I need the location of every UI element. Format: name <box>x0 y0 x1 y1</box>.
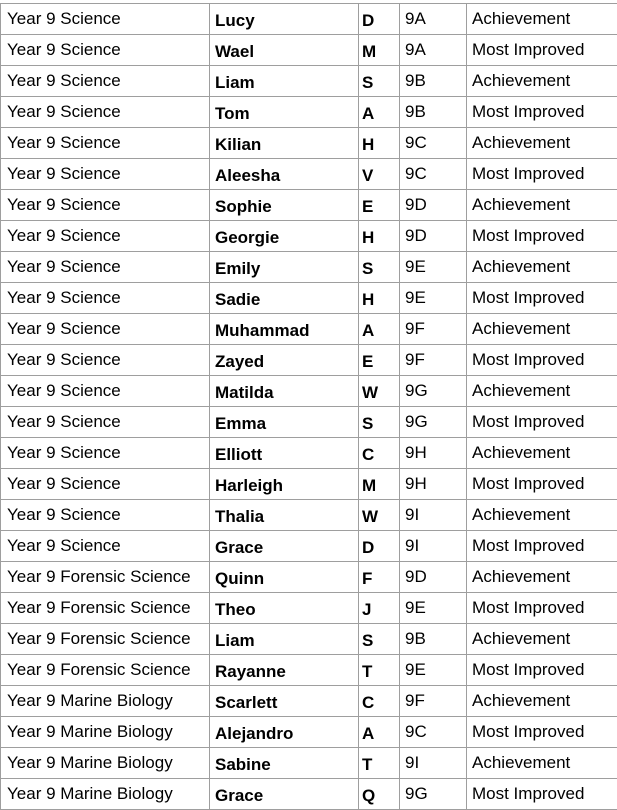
first-name-cell[interactable]: Quinn <box>210 562 359 593</box>
table-row <box>1 407 617 438</box>
award-cell[interactable]: Most Improved <box>467 221 617 252</box>
table-row <box>1 624 617 655</box>
award-cell[interactable]: Most Improved <box>467 469 617 500</box>
surname-initial-cell[interactable]: T <box>359 655 400 686</box>
first-name-cell[interactable]: Grace <box>210 531 359 562</box>
first-name-cell[interactable]: Zayed <box>210 345 359 376</box>
class-cell[interactable]: 9I <box>400 500 467 531</box>
first-name-cell[interactable]: Sophie <box>210 190 359 221</box>
award-spreadsheet <box>0 3 617 810</box>
award-cell[interactable]: Achievement <box>467 624 617 655</box>
surname-initial-cell[interactable]: T <box>359 748 400 779</box>
class-cell[interactable]: 9B <box>400 97 467 128</box>
surname-initial-cell[interactable]: D <box>359 4 400 35</box>
first-name-cell[interactable]: Elliott <box>210 438 359 469</box>
course-cell[interactable]: Year 9 Science <box>1 4 210 35</box>
first-name-cell[interactable]: Liam <box>210 624 359 655</box>
table-row <box>1 438 617 469</box>
first-name-cell[interactable]: Rayanne <box>210 655 359 686</box>
course-cell[interactable]: Year 9 Science <box>1 376 210 407</box>
surname-initial-cell[interactable]: E <box>359 345 400 376</box>
course-cell[interactable]: Year 9 Marine Biology <box>1 717 210 748</box>
award-cell[interactable]: Most Improved <box>467 779 617 810</box>
course-cell[interactable]: Year 9 Science <box>1 407 210 438</box>
award-cell[interactable]: Achievement <box>467 252 617 283</box>
surname-initial-cell[interactable]: E <box>359 190 400 221</box>
first-name-cell[interactable]: Sabine <box>210 748 359 779</box>
table-row <box>1 314 617 345</box>
surname-initial-cell[interactable]: C <box>359 438 400 469</box>
course-cell[interactable]: Year 9 Science <box>1 97 210 128</box>
class-cell[interactable]: 9H <box>400 469 467 500</box>
first-name-cell[interactable]: Georgie <box>210 221 359 252</box>
table-row <box>1 4 617 35</box>
surname-initial-cell[interactable]: S <box>359 407 400 438</box>
award-cell[interactable]: Most Improved <box>467 35 617 66</box>
table-row <box>1 469 617 500</box>
table-row <box>1 190 617 221</box>
surname-initial-cell[interactable]: M <box>359 35 400 66</box>
surname-initial-cell[interactable]: S <box>359 624 400 655</box>
award-cell[interactable]: Achievement <box>467 4 617 35</box>
course-cell[interactable]: Year 9 Marine Biology <box>1 686 210 717</box>
class-cell[interactable]: 9I <box>400 748 467 779</box>
award-cell[interactable]: Achievement <box>467 190 617 221</box>
class-cell[interactable]: 9E <box>400 593 467 624</box>
surname-initial-cell[interactable]: W <box>359 500 400 531</box>
first-name-cell[interactable]: Muhammad <box>210 314 359 345</box>
class-cell[interactable]: 9A <box>400 35 467 66</box>
first-name-cell[interactable]: Liam <box>210 66 359 97</box>
table-row <box>1 66 617 97</box>
course-cell[interactable]: Year 9 Science <box>1 252 210 283</box>
table-row <box>1 500 617 531</box>
first-name-cell[interactable]: Sadie <box>210 283 359 314</box>
first-name-cell[interactable]: Harleigh <box>210 469 359 500</box>
class-cell[interactable]: 9A <box>400 4 467 35</box>
first-name-cell[interactable]: Emma <box>210 407 359 438</box>
course-cell[interactable]: Year 9 Science <box>1 531 210 562</box>
course-cell[interactable]: Year 9 Science <box>1 190 210 221</box>
course-cell[interactable]: Year 9 Science <box>1 469 210 500</box>
surname-initial-cell[interactable]: F <box>359 562 400 593</box>
course-cell[interactable]: Year 9 Marine Biology <box>1 779 210 810</box>
surname-initial-cell[interactable]: H <box>359 128 400 159</box>
course-cell[interactable]: Year 9 Forensic Science <box>1 593 210 624</box>
table-row <box>1 345 617 376</box>
first-name-cell[interactable]: Aleesha <box>210 159 359 190</box>
first-name-cell[interactable]: Lucy <box>210 4 359 35</box>
course-cell[interactable]: Year 9 Science <box>1 345 210 376</box>
table-row <box>1 717 617 748</box>
class-cell[interactable]: 9E <box>400 252 467 283</box>
course-cell[interactable]: Year 9 Science <box>1 283 210 314</box>
first-name-cell[interactable]: Emily <box>210 252 359 283</box>
surname-initial-cell[interactable]: H <box>359 283 400 314</box>
class-cell[interactable]: 9D <box>400 221 467 252</box>
award-cell[interactable]: Most Improved <box>467 345 617 376</box>
award-cell[interactable]: Achievement <box>467 376 617 407</box>
first-name-cell[interactable]: Matilda <box>210 376 359 407</box>
course-cell[interactable]: Year 9 Science <box>1 500 210 531</box>
first-name-cell[interactable]: Grace <box>210 779 359 810</box>
surname-initial-cell[interactable]: A <box>359 314 400 345</box>
surname-initial-cell[interactable]: S <box>359 66 400 97</box>
award-cell[interactable]: Most Improved <box>467 531 617 562</box>
first-name-cell[interactable]: Wael <box>210 35 359 66</box>
class-cell[interactable]: 9G <box>400 407 467 438</box>
table-row <box>1 283 617 314</box>
course-cell[interactable]: Year 9 Forensic Science <box>1 624 210 655</box>
class-cell[interactable]: 9D <box>400 190 467 221</box>
class-cell[interactable]: 9I <box>400 531 467 562</box>
course-cell[interactable]: Year 9 Marine Biology <box>1 748 210 779</box>
award-cell[interactable]: Most Improved <box>467 655 617 686</box>
award-cell[interactable]: Achievement <box>467 686 617 717</box>
class-cell[interactable]: 9B <box>400 624 467 655</box>
table-row <box>1 128 617 159</box>
surname-initial-cell[interactable]: H <box>359 221 400 252</box>
course-cell[interactable]: Year 9 Science <box>1 314 210 345</box>
award-cell[interactable]: Achievement <box>467 314 617 345</box>
table-row <box>1 593 617 624</box>
class-cell[interactable]: 9G <box>400 376 467 407</box>
class-cell[interactable]: 9F <box>400 345 467 376</box>
award-cell[interactable]: Most Improved <box>467 717 617 748</box>
award-cell[interactable]: Most Improved <box>467 593 617 624</box>
first-name-cell[interactable]: Alejandro <box>210 717 359 748</box>
award-cell[interactable]: Achievement <box>467 128 617 159</box>
first-name-cell[interactable]: Theo <box>210 593 359 624</box>
class-cell[interactable]: 9C <box>400 128 467 159</box>
course-cell[interactable]: Year 9 Science <box>1 221 210 252</box>
table-row <box>1 562 617 593</box>
table-row <box>1 221 617 252</box>
table-row <box>1 252 617 283</box>
award-cell[interactable]: Achievement <box>467 66 617 97</box>
award-cell[interactable]: Achievement <box>467 748 617 779</box>
award-cell[interactable]: Most Improved <box>467 159 617 190</box>
surname-initial-cell[interactable]: V <box>359 159 400 190</box>
table-row <box>1 97 617 128</box>
surname-initial-cell[interactable]: A <box>359 97 400 128</box>
class-cell[interactable]: 9H <box>400 438 467 469</box>
spreadsheet-body <box>1 4 617 810</box>
course-cell[interactable]: Year 9 Science <box>1 128 210 159</box>
table-row <box>1 35 617 66</box>
surname-initial-cell[interactable]: W <box>359 376 400 407</box>
class-cell[interactable]: 9G <box>400 779 467 810</box>
class-cell[interactable]: 9E <box>400 655 467 686</box>
course-cell[interactable]: Year 9 Science <box>1 66 210 97</box>
class-cell[interactable]: 9B <box>400 66 467 97</box>
table-row <box>1 159 617 190</box>
first-name-cell[interactable]: Tom <box>210 97 359 128</box>
class-cell[interactable]: 9D <box>400 562 467 593</box>
award-cell[interactable]: Achievement <box>467 562 617 593</box>
course-cell[interactable]: Year 9 Science <box>1 159 210 190</box>
surname-initial-cell[interactable]: M <box>359 469 400 500</box>
surname-initial-cell[interactable]: D <box>359 531 400 562</box>
class-cell[interactable]: 9C <box>400 159 467 190</box>
award-cell[interactable]: Achievement <box>467 438 617 469</box>
surname-initial-cell[interactable]: C <box>359 686 400 717</box>
first-name-cell[interactable]: Scarlett <box>210 686 359 717</box>
table-row <box>1 686 617 717</box>
course-cell[interactable]: Year 9 Science <box>1 438 210 469</box>
award-cell[interactable]: Most Improved <box>467 407 617 438</box>
award-cell[interactable]: Achievement <box>467 500 617 531</box>
table-row <box>1 779 617 810</box>
award-cell[interactable]: Most Improved <box>467 97 617 128</box>
first-name-cell[interactable]: Thalia <box>210 500 359 531</box>
table-row <box>1 531 617 562</box>
class-cell[interactable]: 9F <box>400 314 467 345</box>
class-cell[interactable]: 9C <box>400 717 467 748</box>
surname-initial-cell[interactable]: A <box>359 717 400 748</box>
award-cell[interactable]: Most Improved <box>467 283 617 314</box>
class-cell[interactable]: 9E <box>400 283 467 314</box>
course-cell[interactable]: Year 9 Forensic Science <box>1 655 210 686</box>
course-cell[interactable]: Year 9 Science <box>1 35 210 66</box>
surname-initial-cell[interactable]: S <box>359 252 400 283</box>
surname-initial-cell[interactable]: J <box>359 593 400 624</box>
table-row <box>1 376 617 407</box>
first-name-cell[interactable]: Kilian <box>210 128 359 159</box>
table-row <box>1 655 617 686</box>
surname-initial-cell[interactable]: Q <box>359 779 400 810</box>
course-cell[interactable]: Year 9 Forensic Science <box>1 562 210 593</box>
class-cell[interactable]: 9F <box>400 686 467 717</box>
table-row <box>1 748 617 779</box>
